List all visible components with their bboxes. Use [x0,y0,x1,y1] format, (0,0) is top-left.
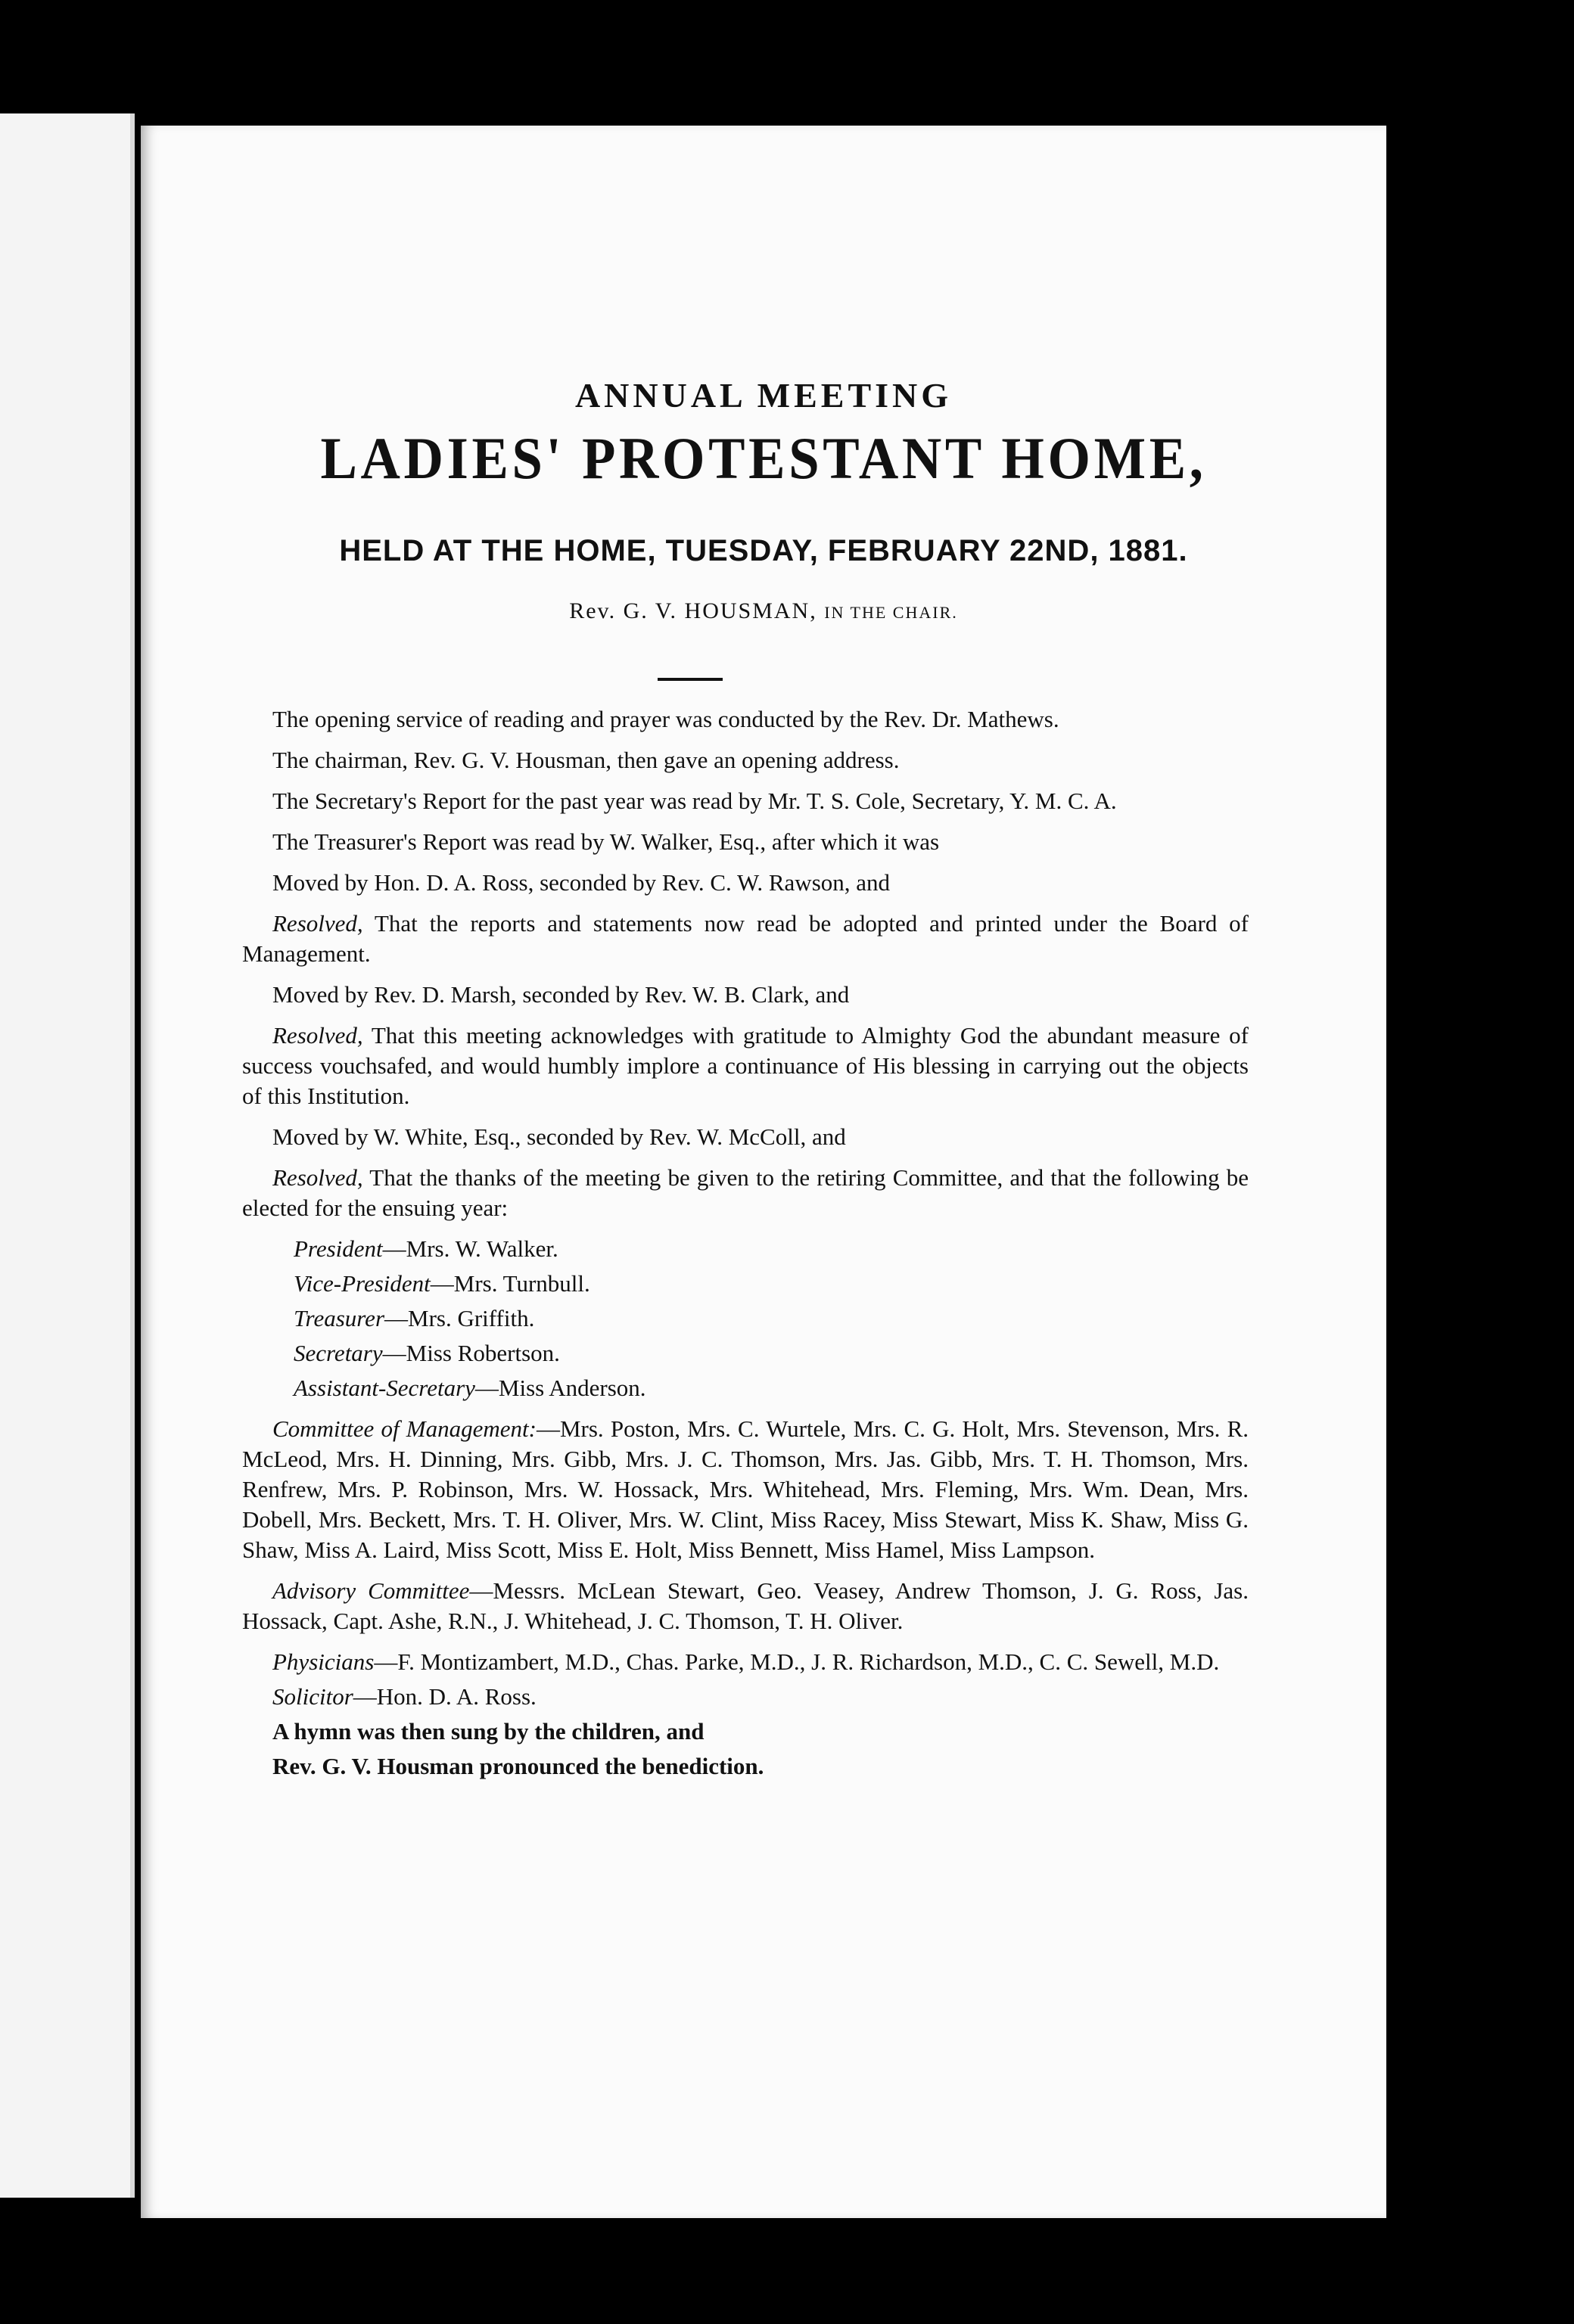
minutes-body [242,704,1249,1792]
heading-date-line: HELD AT THE HOME, TUESDAY, FEBRUARY 22ND, 1881. [339,534,1188,567]
para-resolved-2 [242,1021,1249,1111]
para-resolved-1 [242,909,1249,969]
para-treasurer-report: The Treasurer's Report was read by W. Walker, Esq., after which it was [272,828,940,855]
para-moved-1: Moved by Hon. D. A. Ross, seconded by Rev. C. W. Rawson, and [272,869,891,896]
heading-title: LADIES' PROTESTANT HOME, [320,425,1207,491]
resolved-text: That the reports and statements now read be adopted and printed under the Board of Management. [242,910,1249,967]
resolved-label: Resolved, [272,910,363,937]
document-page [141,126,1386,2218]
para-solicitor: Solicitor—Hon. D. A. Ross. [272,1683,537,1710]
facing-page-edge [0,113,135,2198]
officer-secretary: Secretary—Miss Robertson. [294,1340,560,1366]
officer-assistant-secretary: Assistant-Secretary—Miss Anderson. [294,1375,646,1401]
chair-name: Rev. G. V. HOUSMAN, [569,598,817,623]
resolved-label: Resolved, [272,1022,363,1049]
para-chairman: The chairman, Rev. G. V. Housman, then gave an opening address. [272,747,900,773]
officer-treasurer: Treasurer—Mrs. Griffith. [294,1305,535,1331]
para-resolved-3 [242,1163,1249,1223]
officer-vice-president: Vice-President—Mrs. Turnbull. [294,1270,590,1297]
para-moved-3: Moved by W. White, Esq., seconded by Rev. W. McColl, and [272,1123,846,1150]
para-moved-2: Moved by Rev. D. Marsh, seconded by Rev. W. B. Clark, and [272,981,850,1008]
chair-suffix: IN THE CHAIR. [824,603,958,622]
resolved-text: That the thanks of the meeting be given to the retiring Committee, and that the following be elected for the ensuing year: [242,1164,1249,1221]
divider-rule [658,678,723,681]
chair-line [141,598,1386,624]
para-benediction: Rev. G. V. Housman pronounced the benediction. [272,1753,764,1779]
heading-annual-meeting: ANNUAL MEETING [574,376,953,415]
para-advisory-committee: Advisory Committee—Messrs. McLean Stewart, Geo. Veasey, Andrew Thomson, J. G. Ross, Jas. Hossack, Capt. Ashe, R.N., J. Whitehead, J. C. Thomson, T. H. Oliver. [242,1577,1249,1634]
officer-president: President—Mrs. W. Walker. [294,1235,558,1262]
para-opening: The opening service of reading and prayer was conducted by the Rev. Dr. Mathews. [272,706,1059,732]
para-committee-management: Committee of Management:—Mrs. Poston, Mrs. C. Wurtele, Mrs. C. G. Holt, Mrs. Stevenson, Mrs. R. McLeod, Mrs. H. Dinning, Mrs. Gibb, Mrs. J. C. Thomson, Mrs. Jas. Gibb, Mrs. T. H. Thomson, Mrs. Renfrew, Mrs. P. Robinson, Mrs. W. Hossack, Mrs. Whitehead, Mrs. Fleming, Mrs. Wm. Dean, Mrs. Dobell, Mrs. Beckett, Mrs. T. H. Oliver, Mrs. W. Clint, Miss Racey, Miss Stewart, Miss K. Shaw, Miss G. Shaw, Miss A. Laird, Miss Scott, Miss E. Holt, Miss Bennett, Miss Hamel, Miss Lampson. [242,1415,1249,1563]
para-physicians: Physicians—F. Montizambert, M.D., Chas. Parke, M.D., J. R. Richardson, M.D., C. C. Sewell, M.D. [272,1648,1220,1675]
resolved-text: That this meeting acknowledges with gratitude to Almighty God the abundant measure of success vouchsafed, and would humbly implore a continuance of His blessing in carrying out the objects of this Institution. [242,1022,1249,1109]
resolved-label: Resolved, [272,1164,363,1191]
para-secretary-report: The Secretary's Report for the past year was read by Mr. T. S. Cole, Secretary, Y. M. C. A. [272,788,1117,814]
para-hymn: A hymn was then sung by the children, and [272,1718,705,1745]
